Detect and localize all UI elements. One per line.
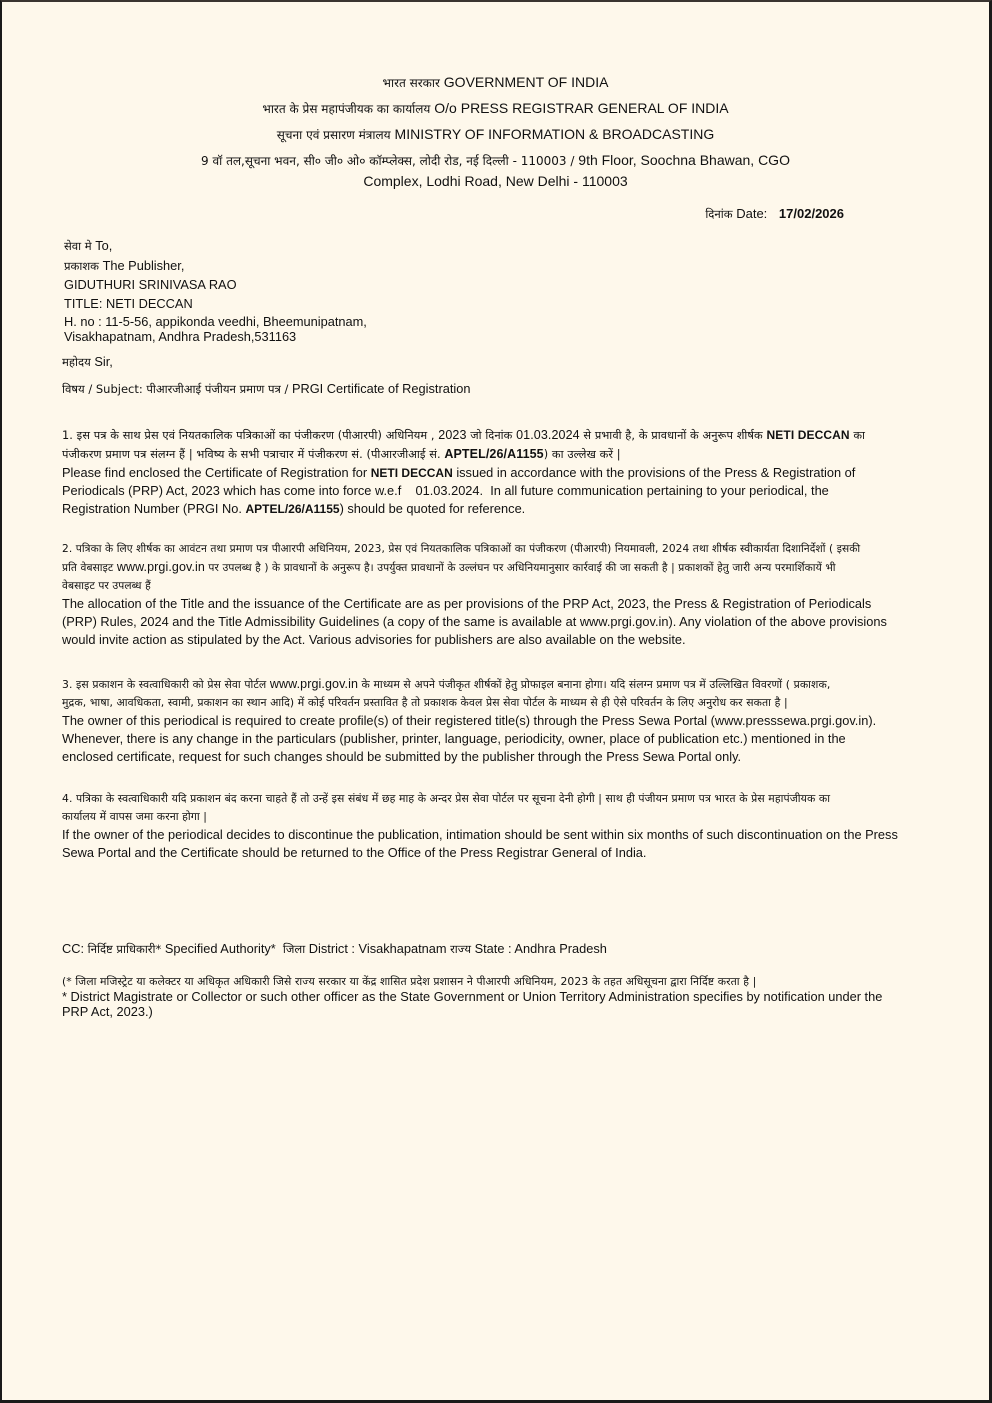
- p1-en-registration-number: APTEL/26/A1155: [245, 502, 340, 516]
- cc-authority-en: Specified Authority*: [164, 941, 276, 956]
- recipient-to-en: To,: [95, 238, 113, 253]
- p2-hi-text-2b: पर उपलब्ध है ) के प्रावधानों के अनुरूप है। उपर्युक्त प्रावधानों के उल्लंघन पर अधिनियमानुसार कार्रवाई की जा सकती है | प्रकाशकों हेतु जारी अन्य परमार्शिकायें भी: [208, 562, 836, 574]
- header-ministry: [2, 126, 989, 143]
- p1-hi-text-e: से प्रभावी है, के प्रावधानों के अनुरूप शीर्षक: [583, 429, 763, 442]
- footnote-en-line-2: PRP Act, 2023.): [62, 1004, 153, 1019]
- paragraph-1-en-line-3: [62, 500, 934, 518]
- paragraph-2-en-line-3: would invite action as stipulated by the Act. Various advisories for publishers are also available on the website.: [62, 632, 686, 647]
- footnote: [62, 974, 934, 1019]
- cc-label: CC:: [62, 941, 85, 956]
- recipient-publisher: [64, 258, 184, 274]
- p1-hi-periodical-title: NETI DECCAN: [766, 428, 850, 442]
- date-label-en: Date:: [736, 206, 768, 221]
- p3-hi-text-1a: 3. इस प्रकाशन के स्वत्वाधिकारी को प्रेस सेवा पोर्टल: [62, 678, 267, 691]
- p1-en-text-3b: ) should be quoted for reference.: [339, 501, 526, 516]
- date-label-hi: दिनांक: [705, 207, 733, 221]
- recipient-to: [64, 238, 112, 254]
- paragraph-1-hi-line-1: [62, 426, 934, 445]
- paragraph-2-hi-line-2: [62, 558, 934, 577]
- header-government-hi: भारत सरकार: [382, 76, 440, 90]
- cc-district-en: District : Visakhapatnam: [308, 941, 447, 956]
- p1-year: 2023: [438, 428, 467, 442]
- salutation: [62, 354, 113, 370]
- header-office: [2, 100, 989, 117]
- recipient-address-1: H. no : 11-5-56, appikonda veedhi, Bheemunipatnam,: [64, 314, 367, 329]
- p1-hi-text-f: का: [853, 429, 866, 442]
- header-address-en-1: 9th Floor, Soochna Bhawan, CGO: [578, 152, 790, 168]
- p1-effective-date: 01.03.2024: [516, 428, 580, 442]
- paragraph-3-hi-line-1: [62, 675, 934, 694]
- recipient-publisher-hi: प्रकाशक: [64, 259, 100, 273]
- p3-hi-text-1b: के माध्यम से अपने पंजीकृत शीर्षकों हेतु प्रोफाइल बनाना होगा। यदि संलग्न प्रमाण पत्र में उल्लिखित विवरणों ( प्रकाशक,: [361, 678, 831, 691]
- recipient-publisher-en: The Publisher,: [102, 258, 185, 273]
- p3-website-link[interactable]: www.prgi.gov.in: [269, 677, 358, 691]
- paragraph-3-en-line-3: enclosed certificate, request for such changes should be submitted by the publisher through the Press Sewa Portal only.: [62, 749, 742, 764]
- paragraph-2-en-line-2: (PRP) Rules, 2024 and the Title Admissibility Guidelines (a copy of the same is available at www.prgi.gov.in). Any violation of the above provisions: [62, 614, 887, 629]
- paragraph-2: [62, 540, 934, 649]
- footnote-hi: (* जिला मजिस्ट्रेट या कलेक्टर या अधिकृत अधिकारी जिसे राज्य सरकार या केंद्र शासित प्रदेश प्रशासन ने पीआरपी अधिनियम, 2023 के तहत अधिसूचना द्वारा निर्दिष्ट करता है |: [62, 975, 757, 988]
- paragraph-4-en-line-2: Sewa Portal and the Certificate should be returned to the Office of the Press Registrar General of India.: [62, 845, 647, 860]
- paragraph-4-hi-line-2: कार्यालय में वापस जमा करना होगा |: [62, 810, 208, 823]
- paragraph-2-en-line-1: The allocation of the Title and the issuance of the Certificate are as per provisions of the PRP Act, 2023, the Press & Registration of Periodicals: [62, 596, 872, 611]
- header-government: [2, 74, 989, 91]
- header-address-line-1: [2, 152, 989, 169]
- paragraph-4-hi-line-1: 4. पत्रिका के स्वत्वाधिकारी यदि प्रकाशन बंद करना चाहते हैं तो उन्हें इस संबंध में छह माह के अन्दर प्रेस सेवा पोर्टल पर सूचना देनी होगी | साथ ही पंजीयन प्रमाण पत्र भारत के प्रेस महापंजीयक का: [62, 792, 831, 805]
- p1-en-text-3a: Registration Number (PRGI No.: [62, 501, 242, 516]
- paragraph-4-en-line-1: If the owner of the periodical decides to discontinue the publication, intimation should be sent within six months of such discontinuation on the Press: [62, 827, 898, 842]
- recipient-name: GIDUTHURI SRINIVASA RAO: [64, 277, 237, 292]
- paragraph-3: [62, 675, 934, 766]
- cc-state-hi: राज्य: [450, 942, 472, 956]
- header-office-en: O/o PRESS REGISTRAR GENERAL OF INDIA: [434, 100, 729, 116]
- paragraph-1-en-line-2: Periodicals (PRP) Act, 2023 which has come into force w.e.f 01.03.2024. In all future communication pertaining to your periodical, the: [62, 483, 829, 498]
- subject-en: PRGI Certificate of Registration: [291, 381, 471, 396]
- recipient-title: TITLE: NETI DECCAN: [64, 296, 193, 311]
- p1-hi-registration-number: APTEL/26/A1155: [444, 447, 544, 461]
- footnote-en-line-1: * District Magistrate or Collector or such other officer as the State Government or Union Territory Administration specifies by notification under the: [62, 989, 883, 1004]
- paragraph-1-en-line-1: [62, 464, 934, 482]
- recipient-address-2: Visakhapatnam, Andhra Pradesh,531163: [64, 329, 297, 344]
- salutation-en: Sir,: [94, 354, 113, 369]
- paragraph-2-hi-line-1: 2. पत्रिका के लिए शीर्षक का आवंटन तथा प्रमाण पत्र पीआरपी अधिनियम, 2023, प्रेस एवं नियतकालिक पत्रिकाओं का पंजीकरण (पीआरपी) नियमावली, 2024 तथा शीर्षक स्वीकार्यता दिशानिर्देशों ( इसकी: [62, 543, 861, 555]
- p1-en-periodical-title: NETI DECCAN: [370, 466, 453, 480]
- p1-hi-text-a: 1. इस पत्र के साथ प्रेस एवं नियतकालिक पत्रिकाओं का पंजीकरण (पीआरपी) अधिनियम ,: [62, 429, 435, 442]
- salutation-hi: महोदय: [62, 355, 91, 369]
- p2-website-link[interactable]: www.prgi.gov.in: [116, 560, 205, 574]
- header-address-en-2: Complex, Lodhi Road, New Delhi - 110003: [363, 173, 628, 189]
- paragraph-3-en-line-1: The owner of this periodical is required to create profile(s) of their registered title(s) through the Press Sewa Portal (www.presssewa.prgi.gov.in).: [62, 713, 877, 728]
- date-row: [705, 206, 844, 222]
- paragraph-3-hi-line-2: मुद्रक, भाषा, आवधिकता, स्वामी, प्रकाशन का स्थान आदि) में कोई परिवर्तन प्रस्तावित है तो प्रकाशक केवल प्रेस सेवा पोर्टल के माध्यम से ही ऐसे परिवर्तन के लिए अनुरोध कर सकता है |: [62, 696, 788, 709]
- p1-en-text-1a: Please find enclosed the Certificate of Registration for: [62, 465, 368, 480]
- subject-label: विषय / Subject:: [62, 382, 143, 396]
- p1-hi-text-2b: ) का उल्लेख करें |: [543, 448, 621, 461]
- p1-en-text-1b: issued in accordance with the provisions of the Press & Registration of: [456, 465, 856, 480]
- p1-hi-text-2a: पंजीकरण प्रमाण पत्र संलग्न हैं | भविष्य के सभी पत्राचार में पंजीकरण सं. (पीआरजीआई सं.: [62, 448, 441, 461]
- paragraph-1-hi-line-2: [62, 445, 934, 464]
- paragraph-1: [62, 426, 934, 518]
- subject-line: [62, 381, 470, 397]
- p1-hi-text-c: जो दिनांक: [470, 429, 513, 442]
- cc-line: [62, 941, 607, 957]
- cc-authority-hi: निर्दिष्ट प्राधिकारी*: [87, 942, 162, 956]
- header-ministry-en: MINISTRY OF INFORMATION & BROADCASTING: [394, 126, 715, 142]
- recipient-to-hi: सेवा मे: [64, 239, 92, 253]
- header-government-en: GOVERNMENT OF INDIA: [443, 74, 609, 90]
- paragraph-2-hi-line-3: वेबसाइट पर उपलब्ध हैं: [62, 580, 151, 592]
- header-address-hi: 9 वॉ तल,सूचना भवन, सी० जी० ओ० कॉम्प्लेक्स, लोदी रोड, नई दिल्ली - 110003 /: [201, 154, 575, 168]
- paragraph-3-en-line-2: Whenever, there is any change in the particulars (publisher, printer, language, periodicity, owner, place of publication etc.) mentioned in the: [62, 731, 846, 746]
- p2-hi-text-2a: प्रति वेबसाइट: [62, 562, 114, 574]
- header-address-line-2: [2, 173, 989, 189]
- cc-state-en: State : Andhra Pradesh: [474, 941, 607, 956]
- header-office-hi: भारत के प्रेस महापंजीयक का कार्यालय: [262, 102, 431, 116]
- date-value: 17/02/2026: [778, 206, 844, 221]
- cc-district-hi: जिला: [282, 942, 306, 956]
- subject-hi: पीआरजीआई पंजीयन प्रमाण पत्र /: [146, 382, 289, 396]
- paragraph-4: [62, 790, 934, 862]
- header-ministry-hi: सूचना एवं प्रसारण मंत्रालय: [276, 128, 391, 142]
